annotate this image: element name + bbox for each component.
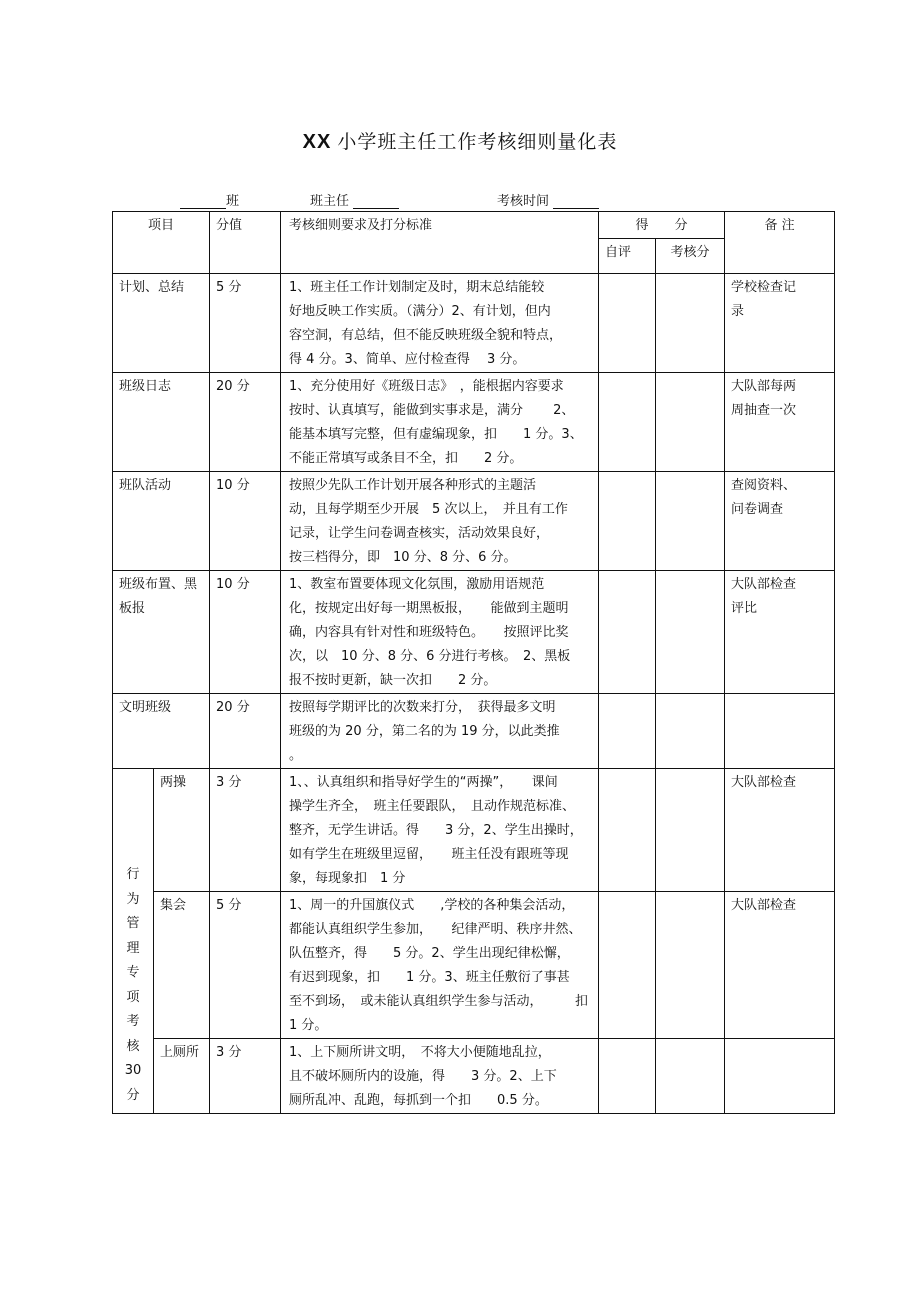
page-title <box>0 127 920 154</box>
group-label-char: 分 <box>126 1087 140 1103</box>
criteria-line: 报不按时更新，缺一次扣 2 分。 <box>289 673 497 688</box>
criteria-line: 不能正常填写或条目不全，扣 2 分。 <box>289 451 523 466</box>
group-label-char: 为 <box>126 891 140 907</box>
row-item: 集会 <box>154 892 210 1039</box>
self-score-cell[interactable] <box>599 274 656 373</box>
criteria-line: 操学生齐全， 班主任要跟队， 且动作规范标准、 <box>289 799 576 814</box>
row-item: 上厕所 <box>154 1039 210 1114</box>
criteria-line: 1、周一的升国旗仪式 ,学校的各种集会活动， <box>289 898 575 913</box>
row-item: 两操 <box>154 769 210 892</box>
group-label-char: 30 <box>124 1063 142 1078</box>
self-score-cell[interactable] <box>599 769 656 892</box>
criteria-line: 1、教室布置要体现文化氛围，激励用语规范 <box>289 577 545 592</box>
table-row <box>113 472 835 571</box>
table-row <box>113 373 835 472</box>
row-score: 10 分 <box>210 472 281 571</box>
group-label-char: 考 <box>126 1014 140 1029</box>
group-label-char: 行 <box>126 867 140 882</box>
criteria-line: 化，按规定出好每一期黑板报， 能做到主题明 <box>289 601 569 616</box>
row-criteria <box>281 694 599 769</box>
criteria-line: 动，且每学期至少开展 5 次以上， 并且有工作 <box>289 502 568 517</box>
title-text: 小学班主任工作考核细则量化表 <box>337 131 618 153</box>
criteria-line: 有迟到现象，扣 1 分。3、班主任敷衍了事甚 <box>289 970 570 985</box>
criteria-line: 1、充分使用好《班级日志》 ，能根据内容要求 <box>289 379 564 394</box>
criteria-line: 如有学生在班级里逗留， 班主任没有跟班等现 <box>289 847 569 862</box>
row-score: 5 分 <box>210 892 281 1039</box>
date-blank[interactable] <box>553 193 599 209</box>
criteria-line: 象，每现象扣 1 分 <box>289 871 406 886</box>
row-criteria <box>281 373 599 472</box>
note-line: 录 <box>731 304 745 319</box>
criteria-line: 按照少先队工作计划开展各种形式的主题活 <box>289 478 537 493</box>
row-criteria <box>281 1039 599 1114</box>
header-row <box>113 212 835 239</box>
header-assess: 考核分 <box>656 239 725 274</box>
group-label <box>113 769 154 1114</box>
group-label-char: 理 <box>126 940 140 956</box>
note-line: 大队部检查 <box>731 775 797 790</box>
group-row <box>113 892 835 1039</box>
criteria-line: 1、、认真组织和指导好学生的“两操”， 课间 <box>289 775 558 790</box>
title-prefix: XX <box>302 131 332 153</box>
class-label: 班 <box>226 194 240 209</box>
date-label: 考核时间 <box>497 194 550 209</box>
group-row <box>113 769 835 892</box>
criteria-line: 1、班主任工作计划制定及时，期末总结能较 <box>289 280 545 295</box>
row-item: 班级日志 <box>113 373 210 472</box>
row-score: 10 分 <box>210 571 281 694</box>
teacher-field <box>310 190 399 209</box>
criteria-line: 队伍整齐，得 5 分。2、学生出现纪律松懈， <box>289 946 570 961</box>
group-row <box>113 1039 835 1114</box>
row-note <box>725 892 835 1039</box>
row-item: 计划、总结 <box>113 274 210 373</box>
assess-score-cell[interactable] <box>656 769 725 892</box>
header-grade: 得 分 <box>599 212 725 239</box>
self-score-cell[interactable] <box>599 892 656 1039</box>
class-field <box>180 190 239 209</box>
assess-score-cell[interactable] <box>656 892 725 1039</box>
row-score: 20 分 <box>210 694 281 769</box>
date-field <box>497 190 599 209</box>
row-note <box>725 1039 835 1114</box>
row-score: 3 分 <box>210 1039 281 1114</box>
row-note <box>725 694 835 769</box>
criteria-line: 。 <box>289 748 303 763</box>
teacher-label: 班主任 <box>310 194 350 209</box>
self-score-cell[interactable] <box>599 571 656 694</box>
criteria-line: 按照每学期评比的次数来打分， 获得最多文明 <box>289 700 556 715</box>
group-label-char: 核 <box>126 1038 140 1054</box>
header-score: 分值 <box>210 212 281 274</box>
row-score: 20 分 <box>210 373 281 472</box>
assess-score-cell[interactable] <box>656 694 725 769</box>
row-criteria <box>281 571 599 694</box>
note-line: 查阅资料、 <box>731 478 797 493</box>
class-blank[interactable] <box>180 193 226 209</box>
assessment-table <box>112 211 835 1114</box>
criteria-line: 确，内容具有针对性和班级特色。 按照评比奖 <box>289 625 569 640</box>
criteria-line: 次，以 10 分、8 分、6 分进行考核。 2、黑板 <box>289 649 571 664</box>
group-label-char: 专 <box>126 965 140 980</box>
assess-score-cell[interactable] <box>656 373 725 472</box>
note-line: 大队部检查 <box>731 577 797 592</box>
teacher-blank[interactable] <box>353 193 399 209</box>
row-score: 5 分 <box>210 274 281 373</box>
assess-score-cell[interactable] <box>656 571 725 694</box>
note-line: 大队部检查 <box>731 898 797 913</box>
self-score-cell[interactable] <box>599 373 656 472</box>
criteria-line: 好地反映工作实质。（满分）2、有计划，但内 <box>289 304 551 319</box>
assess-score-cell[interactable] <box>656 472 725 571</box>
note-line: 周抽查一次 <box>731 403 797 418</box>
row-criteria <box>281 472 599 571</box>
criteria-line: 且不破坏厕所内的设施，得 3 分。2、上下 <box>289 1069 557 1084</box>
header-item: 项目 <box>113 212 210 274</box>
header-self: 自评 <box>599 239 656 274</box>
row-note <box>725 373 835 472</box>
row-note <box>725 769 835 892</box>
row-criteria <box>281 892 599 1039</box>
criteria-line: 整齐，无学生讲话。得 3 分，2、学生出操时， <box>289 823 583 838</box>
row-item: 班队活动 <box>113 472 210 571</box>
self-score-cell[interactable] <box>599 1039 656 1114</box>
table-row <box>113 571 835 694</box>
criteria-line: 至不到场， 或未能认真组织学生参与活动， 扣 <box>289 994 589 1009</box>
assess-score-cell[interactable] <box>656 274 725 373</box>
row-item: 班级布置、黑板报 <box>113 571 210 694</box>
criteria-line: 容空洞，有总结，但不能反映班级全貌和特点， <box>289 328 563 343</box>
criteria-line: 都能认真组织学生参加， 纪律严明、秩序井然、 <box>289 922 582 937</box>
header-note: 备 注 <box>725 212 835 274</box>
header-criteria: 考核细则要求及打分标准 <box>281 212 599 274</box>
row-item: 文明班级 <box>113 694 210 769</box>
group-label-char: 管 <box>126 916 140 931</box>
criteria-line: 记录，让学生问卷调查核实，活动效果良好， <box>289 526 550 541</box>
group-label-char: 项 <box>126 989 140 1005</box>
self-score-cell[interactable] <box>599 472 656 571</box>
note-line: 学校检查记 <box>731 280 797 295</box>
criteria-line: 按时、认真填写，能做到实事求是，满分 2、 <box>289 403 575 418</box>
criteria-line: 1 分。 <box>289 1018 328 1033</box>
criteria-line: 1、上下厕所讲文明， 不将大小便随地乱拉， <box>289 1045 551 1060</box>
note-line: 大队部每两 <box>731 379 797 394</box>
note-line: 问卷调查 <box>731 502 784 517</box>
row-criteria <box>281 274 599 373</box>
criteria-line: 班级的为 20 分，第二名的为 19 分，以此类推 <box>289 724 560 739</box>
table-row <box>113 274 835 373</box>
assess-score-cell[interactable] <box>656 1039 725 1114</box>
note-line: 评比 <box>731 601 758 616</box>
row-score: 3 分 <box>210 769 281 892</box>
criteria-line: 能基本填写完整，但有虚编现象，扣 1 分。3、 <box>289 427 583 442</box>
table-row <box>113 694 835 769</box>
criteria-line: 厕所乱冲、乱跑，每抓到一个扣 0.5 分。 <box>289 1093 548 1108</box>
self-score-cell[interactable] <box>599 694 656 769</box>
row-note <box>725 571 835 694</box>
row-note <box>725 472 835 571</box>
criteria-line: 按三档得分，即 10 分、8 分、6 分。 <box>289 550 517 565</box>
row-criteria <box>281 769 599 892</box>
criteria-line: 得 4 分。3、简单、应付检查得 3 分。 <box>289 352 526 367</box>
row-note <box>725 274 835 373</box>
